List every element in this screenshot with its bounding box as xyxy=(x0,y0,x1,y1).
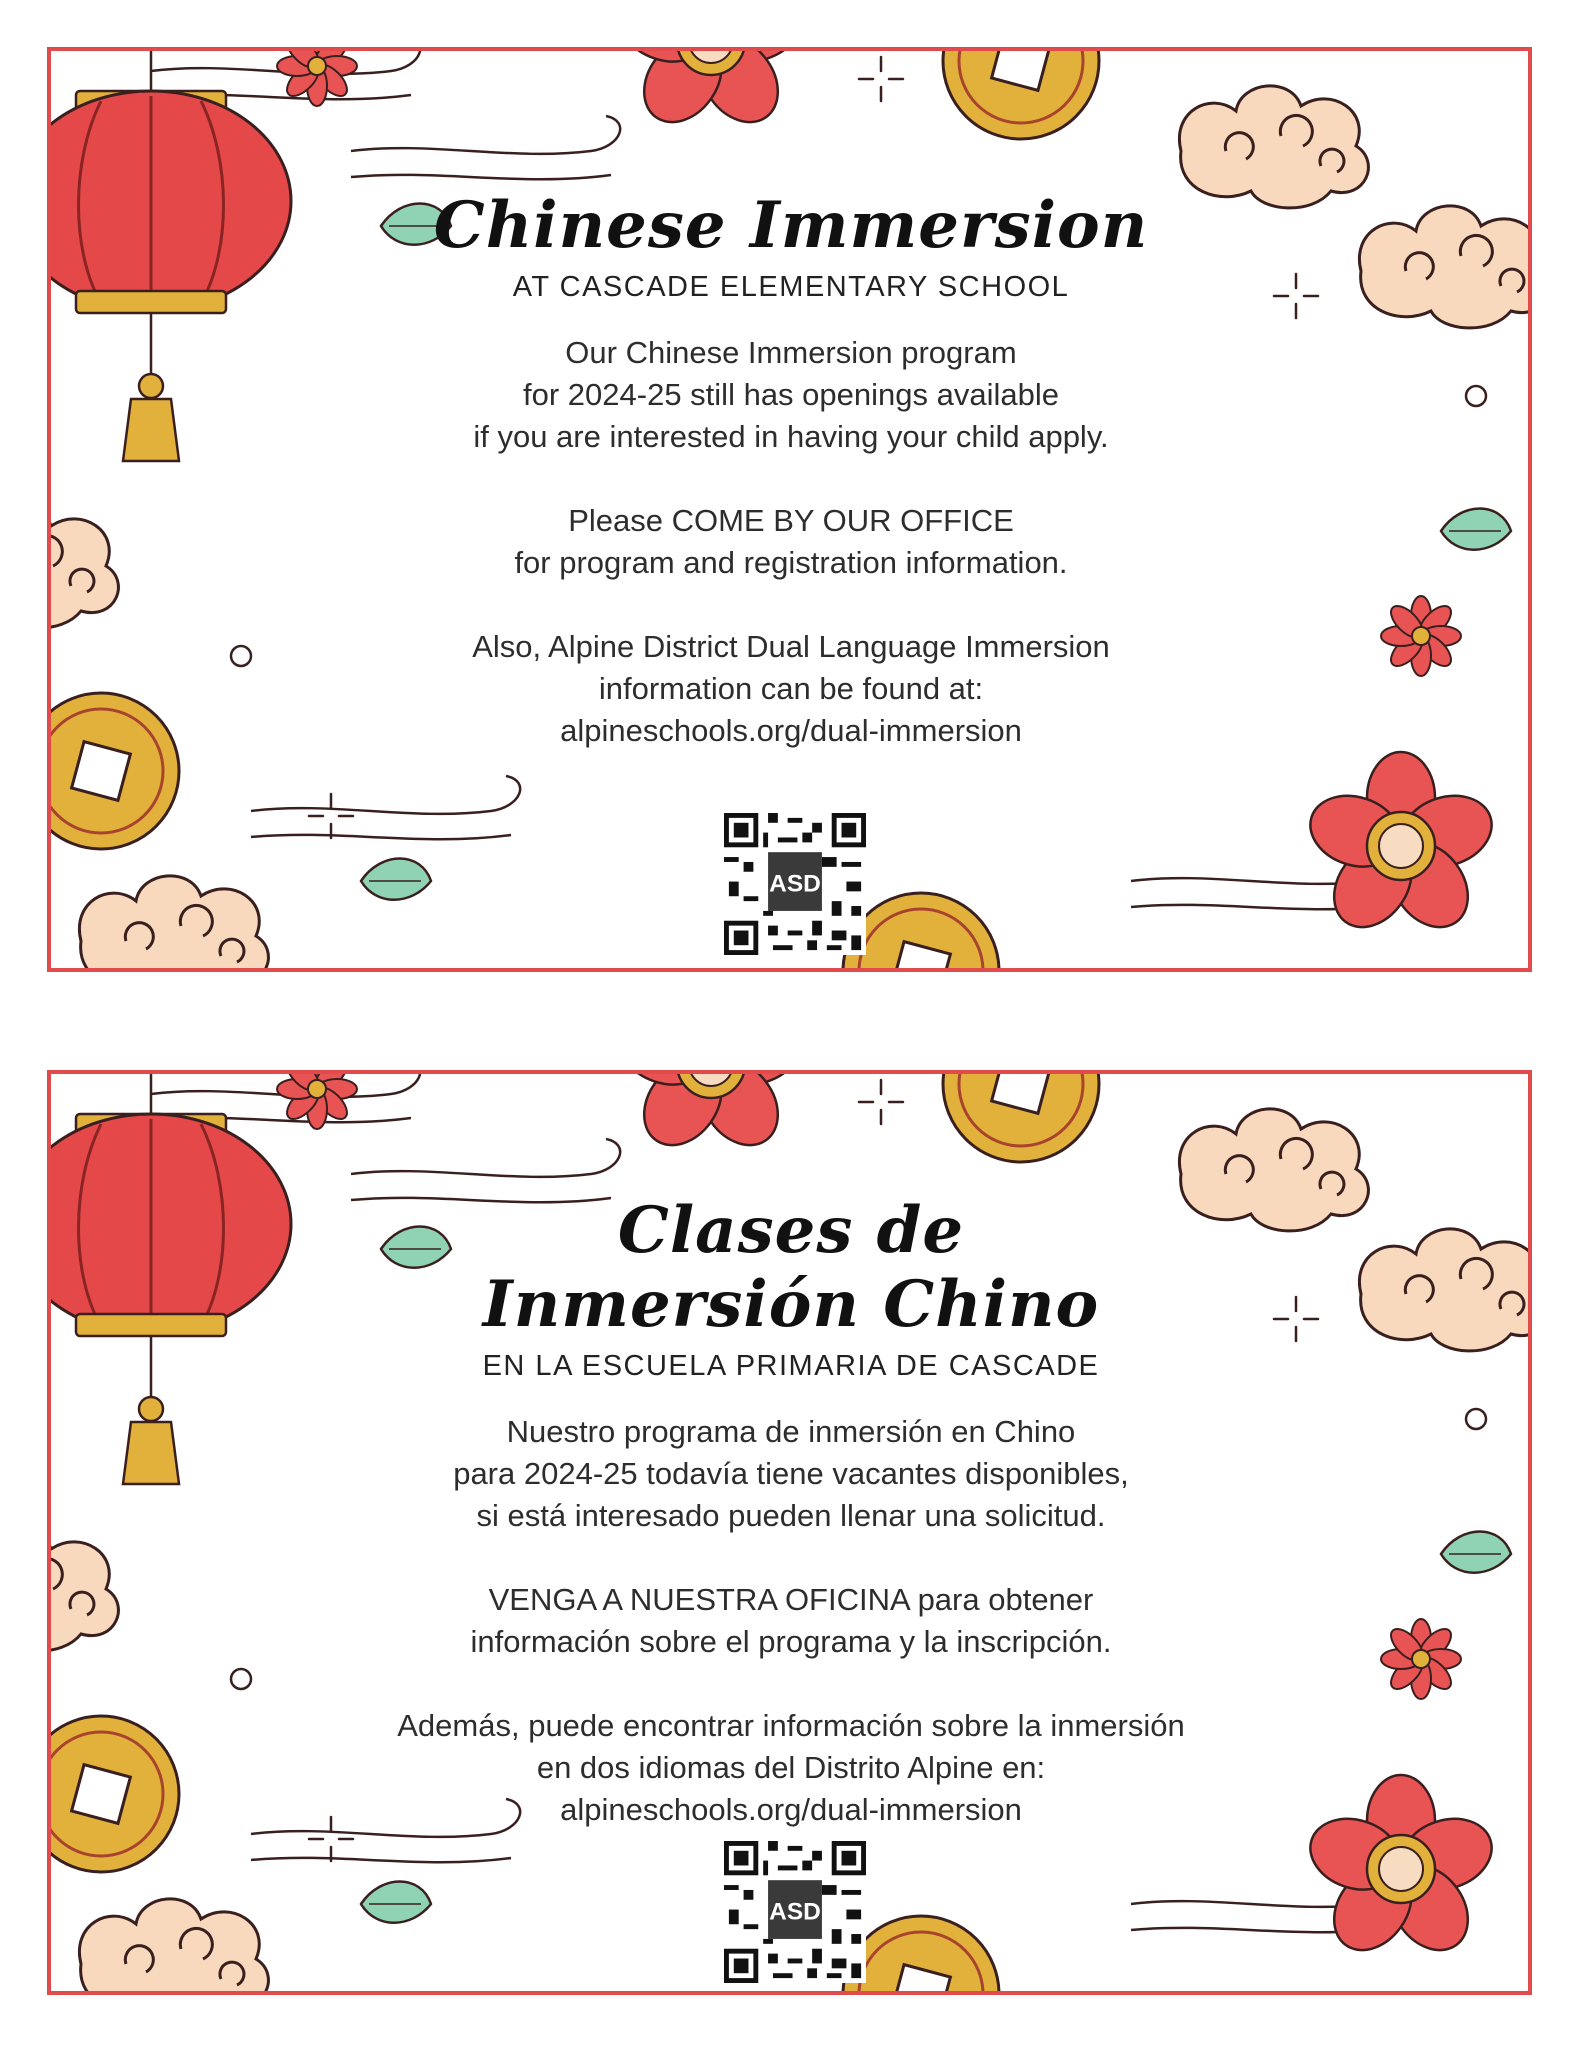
text-line: Our Chinese Immersion program xyxy=(565,335,1017,370)
swirl-decoration xyxy=(351,1139,620,1202)
swirl-decoration xyxy=(351,116,620,179)
text-line: for 2024-25 still has openings available xyxy=(523,377,1059,412)
come-by-office-paragraph xyxy=(391,1579,1191,1663)
qr-code[interactable] xyxy=(724,1841,866,1983)
cloud-icon xyxy=(79,1899,268,1991)
leaf-icon xyxy=(1441,509,1511,550)
cloud-icon xyxy=(1359,206,1528,328)
coin-icon xyxy=(943,1074,1099,1162)
leaf-icon xyxy=(1441,1532,1511,1573)
dual-immersion-url[interactable]: alpineschools.org/dual-immersion xyxy=(560,1792,1022,1827)
text-line: if you are interested in having your child apply. xyxy=(473,419,1109,454)
flyer-text xyxy=(391,189,1191,794)
cloud-icon xyxy=(1179,1109,1368,1231)
cloud-icon xyxy=(51,506,118,628)
english-flyer-card xyxy=(47,47,1532,972)
text-line: VENGA A NUESTRA OFICINA para obtener xyxy=(488,1582,1094,1617)
come-by-office-paragraph xyxy=(391,500,1191,584)
coin-icon xyxy=(843,1916,999,1991)
flower-icon xyxy=(611,51,811,137)
flower-icon xyxy=(1301,1775,1501,1965)
dual-immersion-url[interactable]: alpineschools.org/dual-immersion xyxy=(560,713,1022,748)
flyer-text xyxy=(391,1194,1191,1873)
flower-icon xyxy=(1301,752,1501,942)
text-line: en dos idiomas del Distrito Alpine en: xyxy=(536,1750,1046,1785)
page-title: Chinese Immersion xyxy=(433,188,1149,263)
spanish-flyer-card xyxy=(47,1070,1532,1995)
sparkle-icon xyxy=(1274,274,1318,318)
page-title xyxy=(391,1194,1191,1342)
text-line: para 2024-25 todavía tiene vacantes disponibles, xyxy=(453,1456,1129,1491)
district-info-paragraph xyxy=(391,1705,1191,1831)
text-line: si está interesado pueden llenar una solicitud. xyxy=(476,1498,1106,1533)
text-line: Also, Alpine District Dual Language Immersion xyxy=(472,629,1110,664)
text-line: information can be found at: xyxy=(598,671,984,706)
lantern-icon xyxy=(51,51,291,461)
sparkle-icon xyxy=(859,57,903,101)
program-openings-paragraph xyxy=(391,1411,1191,1537)
sparkle-icon xyxy=(309,794,353,838)
leaf-icon xyxy=(361,859,431,900)
flower-icon xyxy=(1381,596,1461,676)
text-line: for program and registration information. xyxy=(514,545,1068,580)
coin-icon xyxy=(943,51,1099,139)
sparkle-icon xyxy=(1274,1297,1318,1341)
qr-logo-text: ASD xyxy=(769,1898,821,1926)
district-info-paragraph xyxy=(391,626,1191,752)
lantern-icon xyxy=(51,1074,291,1484)
coin-icon xyxy=(51,693,179,849)
qr-logo-text: ASD xyxy=(769,870,821,898)
cloud-icon xyxy=(51,1529,118,1651)
text-line: Please COME BY OUR OFFICE xyxy=(568,503,1014,538)
coin-icon xyxy=(51,1716,179,1872)
leaf-icon xyxy=(361,1882,431,1923)
title-line: Clases de xyxy=(617,1193,965,1268)
text-line: información sobre el programa y la inscripción. xyxy=(470,1624,1112,1659)
title-line: Inmersión Chino xyxy=(482,1267,1100,1342)
qr-code[interactable] xyxy=(724,813,866,955)
flower-icon xyxy=(1381,1619,1461,1699)
sparkle-icon xyxy=(309,1817,353,1861)
text-line: Nuestro programa de inmersión en Chino xyxy=(506,1414,1076,1449)
school-subtitle: EN LA ESCUELA PRIMARIA DE CASCADE xyxy=(482,1350,1100,1382)
text-line: Además, puede encontrar información sobre la inmersión xyxy=(397,1708,1185,1743)
sparkle-icon xyxy=(859,1080,903,1124)
coin-icon xyxy=(843,893,999,968)
cloud-icon xyxy=(79,876,268,968)
cloud-icon xyxy=(1179,86,1368,208)
cloud-icon xyxy=(1359,1229,1528,1351)
program-openings-paragraph xyxy=(391,332,1191,458)
school-subtitle: AT CASCADE ELEMENTARY SCHOOL xyxy=(512,271,1070,303)
flower-icon xyxy=(611,1074,811,1160)
